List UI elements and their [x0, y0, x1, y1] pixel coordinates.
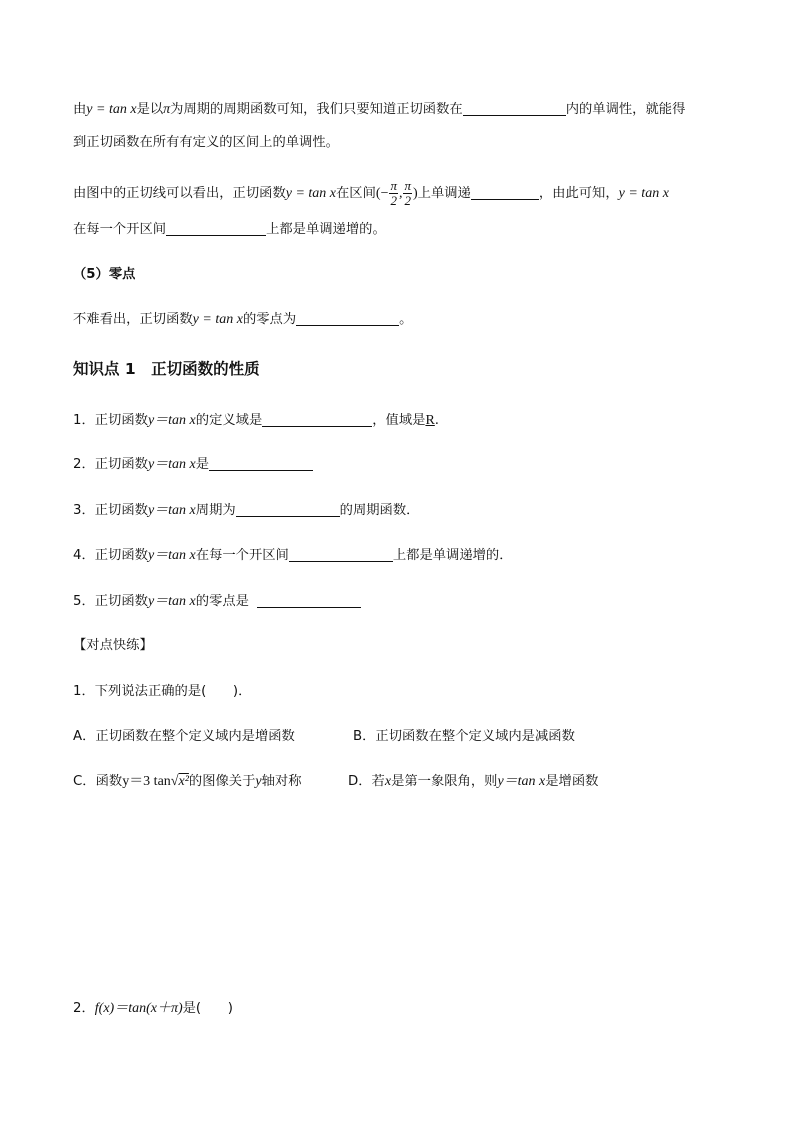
text: 的零点为 [242, 312, 297, 327]
text: 2．正切函数 [73, 457, 148, 472]
text: 在区间 [336, 186, 376, 201]
text: 4．正切函数 [73, 548, 148, 563]
math-y-tanx: y＝tan x [147, 413, 196, 428]
text: 。 [399, 312, 413, 327]
math-y-tanx: y＝tan x [147, 594, 196, 609]
answer-blank[interactable] [296, 311, 399, 326]
math-x: x [384, 774, 392, 789]
text: 由图中的正切线可以看出，正切函数 [73, 186, 286, 201]
text: 是第一象限角，则 [391, 774, 498, 789]
math-comma: , [398, 186, 403, 201]
math-y: y [255, 774, 262, 789]
math-y-tanx: y＝tan x [147, 548, 196, 563]
text: 的图像关于 [188, 774, 256, 789]
para1-line2: 到正切函数在所有有定义的区间上的单调性。 [73, 135, 339, 150]
para3 [73, 311, 412, 329]
option-b[interactable]: B．正切函数在整个定义域内是减函数 [353, 729, 575, 744]
text: 不难看出，正切函数 [73, 312, 193, 327]
q1-stem: 1．下列说法正确的是( )． [73, 684, 252, 699]
text: 内的单调性，就能得 [565, 102, 686, 117]
fraction-pi-over-2: $\frac{\pi}{2}$ [404, 177, 411, 208]
text: 周期为 [195, 503, 236, 518]
text: 在每一个开区间 [73, 222, 167, 237]
text: 3．正切函数 [73, 503, 148, 518]
answer-blank[interactable] [166, 221, 266, 236]
text: ，由此可知， [538, 186, 619, 201]
text: 由 [73, 102, 87, 117]
math-y-tanx: y＝tan x [147, 457, 196, 472]
answer-blank[interactable] [257, 593, 361, 608]
text: 上单调递 [417, 186, 471, 201]
math-sqrt-x2: x² [178, 774, 189, 789]
text: 5．正切函数 [73, 594, 148, 609]
para1-line1 [73, 101, 685, 119]
zero-heading: （5）零点 [73, 267, 136, 282]
answer-blank[interactable] [471, 185, 539, 200]
text: 是以 [136, 102, 164, 117]
text: D．若 [348, 774, 385, 789]
text: 是( ) [182, 1001, 233, 1016]
text: . [434, 413, 440, 428]
option-a[interactable]: A．正切函数在整个定义域内是增函数 [73, 729, 295, 744]
text: C．函数 [73, 774, 123, 789]
text: 的定义域是 [195, 413, 263, 428]
math-paren: ) [413, 186, 418, 201]
text: 2． [73, 1001, 95, 1016]
q1-options-cd [73, 773, 598, 791]
text: ，值域是 [372, 413, 426, 428]
answer-blank[interactable] [289, 547, 393, 562]
q1-options-ab [73, 728, 575, 746]
section-title: 知识点 1 正切函数的性质 [73, 360, 260, 378]
text: 1．正切函数 [73, 413, 148, 428]
math-3tan: y＝3 tan [122, 774, 171, 789]
math-y-tanx: y＝tan x [147, 503, 196, 518]
text: 的零点是 [195, 594, 249, 609]
math-y-tanx: y = tan x [285, 186, 337, 201]
para2-line2 [73, 221, 386, 239]
text: 在每一个开区间 [195, 548, 289, 563]
answer-blank[interactable] [236, 502, 340, 517]
item-5 [73, 593, 361, 611]
text: 轴对称 [261, 774, 302, 789]
fraction-pi-over-2: $\frac{\pi}{2}$ [390, 177, 397, 208]
text: 上都是单调递增的。 [266, 222, 386, 237]
math-paren: (− [375, 186, 389, 201]
text: 为周期的周期函数可知，我们只要知道正切函数在 [170, 102, 463, 117]
math-R: R [425, 413, 435, 428]
math-y-tanx: y = tan x [618, 186, 669, 201]
math-y-tanx: y＝tan x [497, 774, 546, 789]
answer-blank[interactable] [463, 101, 566, 116]
answer-blank[interactable] [209, 456, 313, 471]
text: 的周期函数． [339, 503, 420, 518]
answer-blank[interactable] [262, 412, 372, 427]
math-fx: f(x)＝tan(x＋π) [94, 1001, 183, 1016]
item-1 [73, 412, 439, 430]
text: 是增函数 [545, 774, 599, 789]
option-d[interactable] [348, 773, 598, 791]
math-pi: π [163, 102, 171, 117]
math-y-tanx: y = tan x [86, 102, 137, 117]
item-2 [73, 456, 313, 474]
q2-stem [73, 1000, 233, 1018]
sqrt-sign: √ [170, 774, 179, 789]
text: 是 [195, 457, 210, 472]
practice-heading: 【对点快练】 [73, 638, 153, 653]
item-4 [73, 547, 513, 565]
para2-line1 [73, 178, 669, 210]
math-y-tanx: y = tan x [192, 312, 243, 327]
item-3 [73, 502, 419, 520]
text: 上都是单调递增的． [392, 548, 513, 563]
option-c[interactable] [73, 773, 348, 791]
